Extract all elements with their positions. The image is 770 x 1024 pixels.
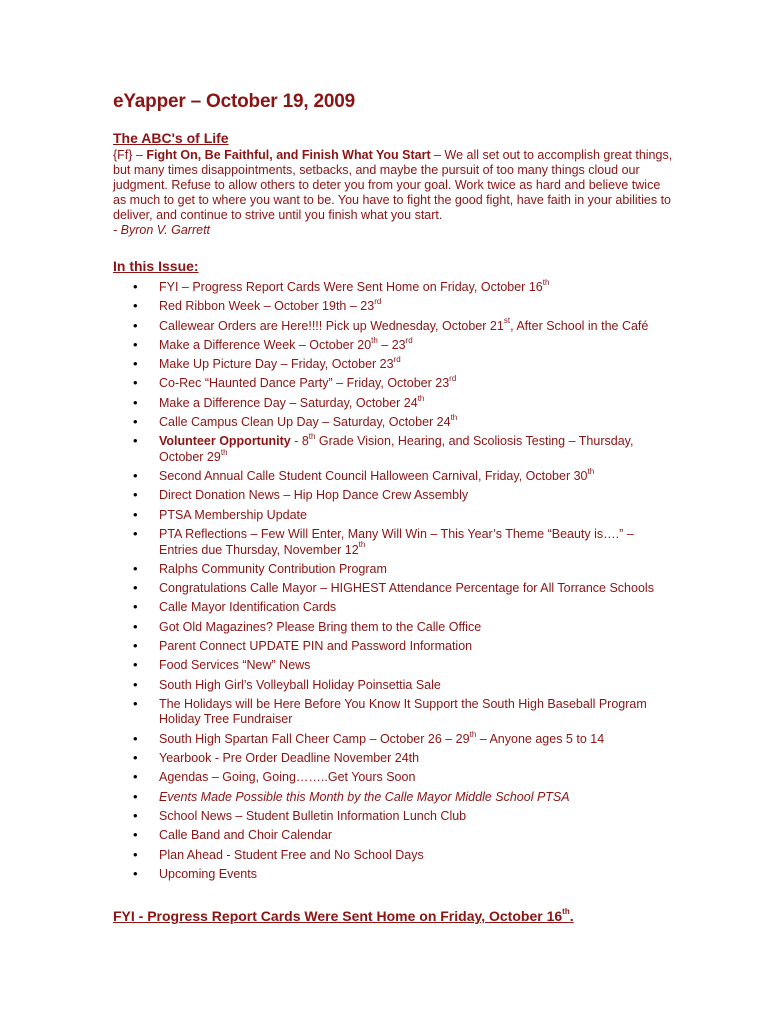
issue-item-text: The Holidays will be Here Before You Know It Support the South High Baseball Program Holiday Tree Fundraiser xyxy=(159,696,647,727)
bullet-icon: • xyxy=(133,580,138,596)
issue-item-sup: th xyxy=(308,432,316,442)
issue-list-item xyxy=(113,299,673,315)
issue-item-text: - 8 xyxy=(290,434,309,449)
issue-list-item xyxy=(113,412,673,431)
issue-item-text xyxy=(159,316,649,333)
issue-list-item xyxy=(113,828,673,844)
issue-item-text xyxy=(159,434,633,464)
bullet-icon: • xyxy=(133,657,138,673)
issue-item-text xyxy=(159,488,468,502)
abc-body: – We all set out to accomplish great things, but many times disappointments, setbacks, and maybe the pursuit of too many things cloud our judgment. Refuse to allow others to deter you from your goal. Work twice as hard and believe twice as much to get to where you want to be. You have to fight the good fight, have faith in your abilities to deliver, and continue to strive until you finish what you start. xyxy=(113,148,673,222)
abc-byline: - Byron V. Garrett xyxy=(113,223,211,237)
issue-list-item xyxy=(113,581,673,597)
issue-item-text: School News – Student Bulletin Information Lunch Club xyxy=(159,808,467,823)
issue-item-text xyxy=(159,639,472,653)
bullet-icon: • xyxy=(133,827,138,843)
bullet-icon: • xyxy=(133,336,138,352)
issue-item-text: Agendas – Going, Going……..Get Yours Soon xyxy=(159,770,416,785)
issue-item-text xyxy=(159,335,413,352)
issue-list-item xyxy=(113,848,673,864)
issue-item-text: Yearbook - Pre Order Deadline November 24th xyxy=(159,751,420,766)
issue-item-text xyxy=(159,527,634,557)
newsletter-page xyxy=(113,88,673,886)
bullet-icon: • xyxy=(133,638,138,654)
fyi-heading-tail: . xyxy=(569,908,574,924)
bullet-icon: • xyxy=(133,375,138,391)
issue-list-item xyxy=(113,508,673,524)
issue-item-text xyxy=(159,770,415,784)
issue-item-text xyxy=(159,357,401,371)
issue-item-text xyxy=(159,790,570,804)
issue-item-sup: th xyxy=(587,467,595,477)
issue-item-text: Make a Difference Day – Saturday, October 24 xyxy=(159,395,418,410)
issue-list-item xyxy=(113,729,673,748)
issue-item-text xyxy=(159,277,550,294)
issue-item-sup: rd xyxy=(449,374,457,384)
bullet-icon: • xyxy=(133,317,138,333)
issue-item-sup: th xyxy=(450,412,458,422)
issue-list xyxy=(113,277,673,882)
abc-heading: The ABC's of Life xyxy=(113,130,229,146)
bullet-icon: • xyxy=(133,676,138,692)
issue-item-text: Direct Donation News – Hip Hop Dance Crew Assembly xyxy=(159,488,469,503)
bullet-icon: • xyxy=(133,807,138,823)
issue-item-sup2: th xyxy=(220,447,228,457)
bullet-icon: • xyxy=(133,618,138,634)
issue-item-text: Plan Ahead - Student Free and No School Days xyxy=(159,847,424,862)
bullet-icon: • xyxy=(133,487,138,503)
issue-item-text xyxy=(159,508,307,522)
issue-item-text: South High Girl’s Volleyball Holiday Poinsettia Sale xyxy=(159,677,441,692)
fyi-heading-text: FYI - Progress Report Cards Were Sent Home on Friday, October 16 xyxy=(113,908,563,924)
issue-item-text: Callewear Orders are Here!!!! Pick up Wednesday, October 21 xyxy=(159,318,504,333)
bullet-icon: • xyxy=(133,526,138,542)
bullet-icon: • xyxy=(133,695,138,711)
issue-list-item xyxy=(113,600,673,616)
issue-item-text: Calle Band and Choir Calendar xyxy=(159,828,333,843)
issue-item-text: Food Services “New” News xyxy=(159,658,311,673)
issue-item-text xyxy=(159,848,424,862)
issue-item-text xyxy=(159,697,647,727)
issue-item-text: Co-Rec “Haunted Dance Party” – Friday, October 23 xyxy=(159,376,450,391)
issue-item-sup: rd xyxy=(374,297,382,307)
issue-item-text xyxy=(159,393,425,410)
issue-item-text xyxy=(159,729,605,746)
issue-item-text xyxy=(159,678,441,692)
issue-list-item xyxy=(113,751,673,767)
bullet-icon: • xyxy=(133,730,138,746)
fyi-section-heading xyxy=(113,908,574,924)
issue-item-text: Congratulations Calle Mayor – HIGHEST Attendance Percentage for All Torrance Schools xyxy=(159,581,654,596)
issue-item-bold: Volunteer Opportunity xyxy=(159,434,291,449)
bullet-icon: • xyxy=(133,769,138,785)
issue-item-text xyxy=(159,828,332,842)
issue-list-item xyxy=(113,316,673,335)
issue-item-text: South High Spartan Fall Cheer Camp – October 26 – 29 xyxy=(159,731,470,746)
issue-item-sup: rd xyxy=(393,355,401,365)
bullet-icon: • xyxy=(133,356,138,372)
issue-item-text: Make Up Picture Day – Friday, October 23 xyxy=(159,357,394,372)
issue-item-text: Red Ribbon Week – October 19th – 23 xyxy=(159,299,375,314)
issue-list-item xyxy=(113,357,673,373)
issue-list-item xyxy=(113,620,673,636)
issue-item-text xyxy=(159,658,310,672)
issue-list-item xyxy=(113,562,673,578)
issue-item-sup: th xyxy=(358,540,366,550)
bullet-icon: • xyxy=(133,468,138,484)
issue-item-text xyxy=(159,581,654,595)
bullet-icon: • xyxy=(133,865,138,881)
issue-list-item xyxy=(113,809,673,825)
issue-list-item xyxy=(113,469,673,485)
issue-list-item xyxy=(113,770,673,786)
issue-list-item xyxy=(113,376,673,392)
abc-quote xyxy=(113,148,673,223)
issue-item-text: Calle Mayor Identification Cards xyxy=(159,600,337,615)
newsletter-title: eYapper – October 19, 2009 xyxy=(113,91,355,112)
abc-lead: Fight On, Be Faithful, and Finish What You Start xyxy=(146,148,431,162)
issue-item-text: Parent Connect UPDATE PIN and Password Information xyxy=(159,639,473,654)
issue-list-item xyxy=(113,527,673,558)
issue-list-item xyxy=(113,639,673,655)
issue-item-text: Got Old Magazines? Please Bring them to the Calle Office xyxy=(159,619,482,634)
issue-heading: In this Issue: xyxy=(113,258,199,274)
issue-list-item xyxy=(113,658,673,674)
issue-list-item xyxy=(113,697,673,728)
bullet-icon: • xyxy=(133,433,138,449)
issue-list-item xyxy=(113,277,673,296)
issue-item-text: PTSA Membership Update xyxy=(159,507,307,522)
issue-item-text xyxy=(159,412,458,430)
issue-list-item xyxy=(113,335,673,354)
issue-item-sup2: rd xyxy=(405,335,413,345)
issue-item-sup: th xyxy=(469,729,477,739)
issue-list-item xyxy=(113,678,673,694)
bullet-icon: • xyxy=(133,414,138,430)
issue-item-text xyxy=(159,620,481,634)
issue-item-text xyxy=(159,469,594,483)
issue-item-text xyxy=(159,376,456,390)
issue-item-text xyxy=(159,562,387,576)
bullet-icon: • xyxy=(133,560,138,576)
bullet-icon: • xyxy=(133,846,138,862)
bullet-icon: • xyxy=(133,279,138,294)
issue-item-text: Upcoming Events xyxy=(159,866,257,881)
issue-item-text xyxy=(159,751,419,765)
issue-list-item xyxy=(113,867,673,883)
issue-item-text: Ralphs Community Contribution Program xyxy=(159,561,387,576)
issue-item-sup: th xyxy=(417,393,425,403)
issue-item-sup: th xyxy=(542,277,550,287)
issue-item-text: Calle Campus Clean Up Day – Saturday, October 24 xyxy=(159,415,451,430)
issue-item-text xyxy=(159,600,336,614)
issue-item-text: Make a Difference Week – October 20 xyxy=(159,337,372,352)
issue-item-text: Events Made Possible this Month by the Calle Mayor Middle School PTSA xyxy=(159,789,570,804)
issue-item-text: Second Annual Calle Student Council Halloween Carnival, Friday, October 30 xyxy=(159,469,588,484)
abc-prefix: {Ff} – xyxy=(113,148,147,162)
issue-item-sup: th xyxy=(371,335,378,345)
bullet-icon: • xyxy=(133,506,138,522)
issue-item-text: FYI – Progress Report Cards Were Sent Home on Friday, October 16 xyxy=(159,280,543,294)
fyi-heading-sup: th xyxy=(562,907,570,917)
issue-item-after: – 23 xyxy=(377,337,406,352)
issue-list-item xyxy=(113,393,673,412)
issue-item-text: PTA Reflections – Few Will Enter, Many Will Win – This Year’s Theme “Beauty is….” – Entries due Thursday, November 12 xyxy=(159,527,634,557)
issue-list-item xyxy=(113,488,673,504)
bullet-icon: • xyxy=(133,298,138,314)
issue-list-item xyxy=(113,790,673,806)
issue-item-text xyxy=(159,867,257,881)
issue-list-item xyxy=(113,434,673,465)
bullet-icon: • xyxy=(133,394,138,410)
bullet-icon: • xyxy=(133,599,138,615)
issue-item-after: Grade Vision, Hearing, and Scoliosis Testing – Thursday, October 29 xyxy=(159,434,634,464)
bullet-icon: • xyxy=(133,750,138,766)
issue-item-after: , After School in the Café xyxy=(510,318,649,333)
issue-item-text xyxy=(159,809,466,823)
bullet-icon: • xyxy=(133,788,138,804)
issue-item-after: – Anyone ages 5 to 14 xyxy=(476,731,605,746)
issue-item-text xyxy=(159,299,381,313)
issue-item-sup: st xyxy=(503,316,511,326)
